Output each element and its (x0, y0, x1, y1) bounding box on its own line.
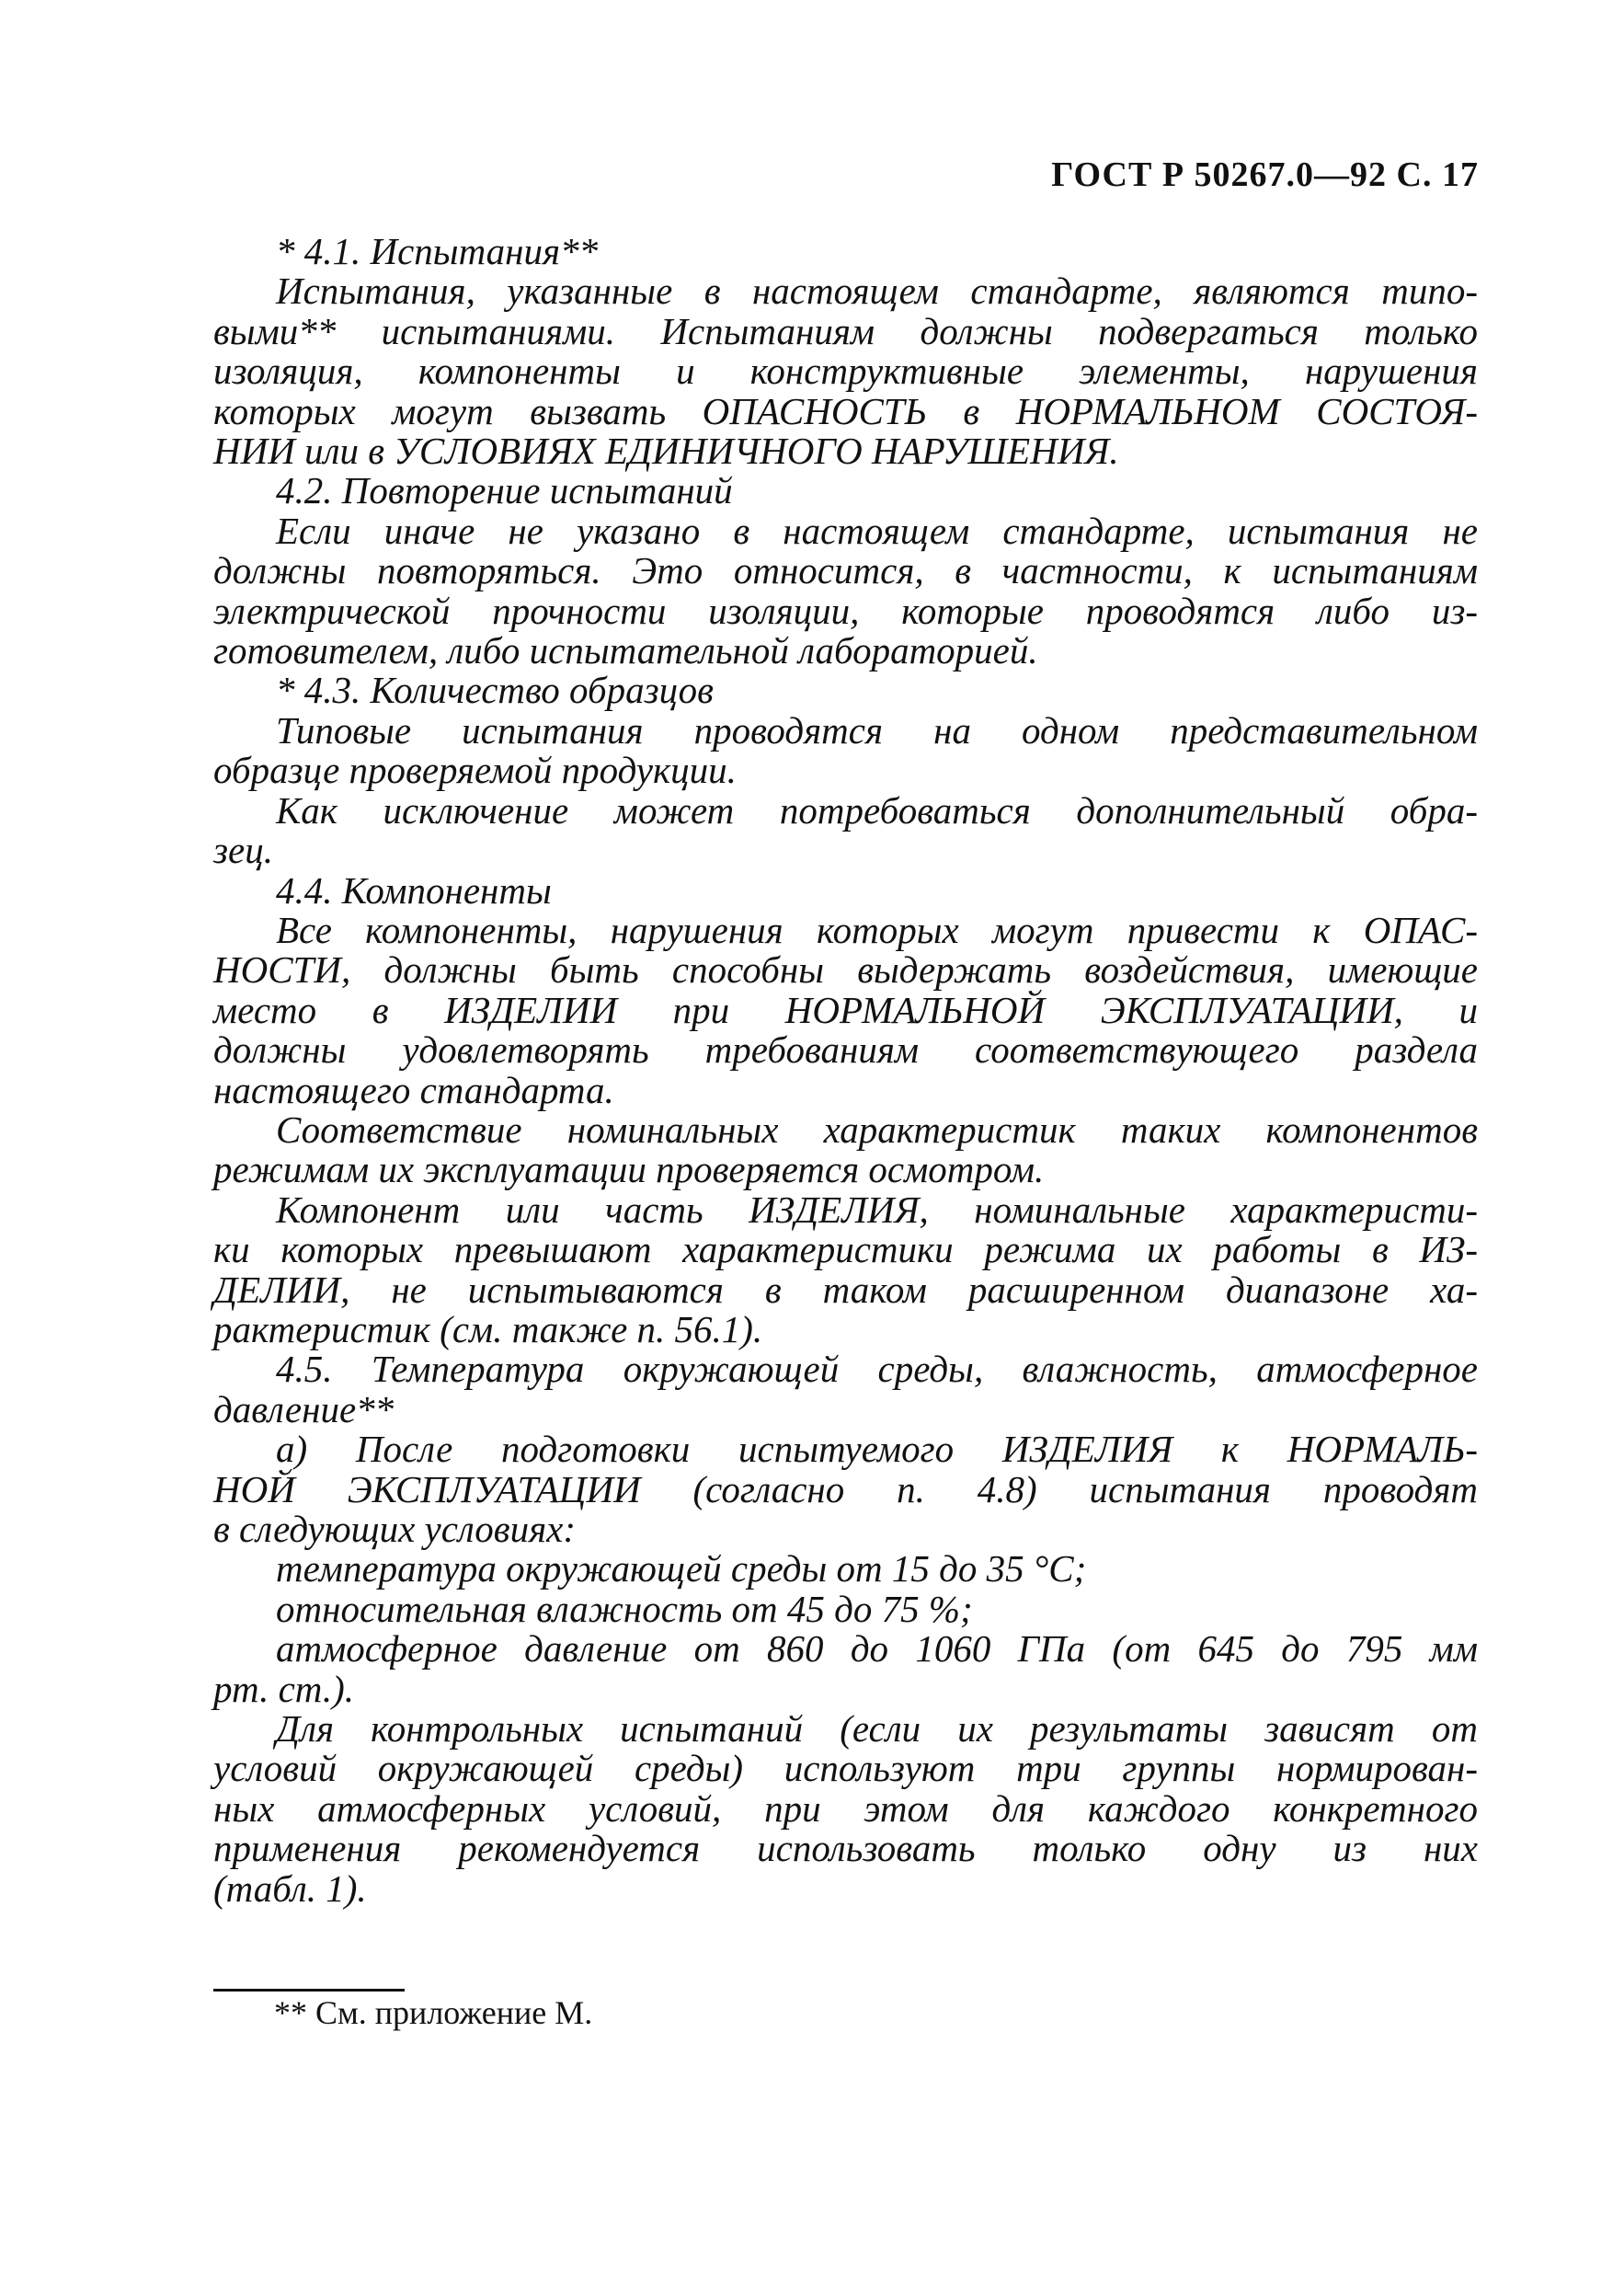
text-line: Как исключение может потребоваться дополнительный обра- (276, 788, 1478, 832)
text-line: применения рекомендуется использовать только одну из них (213, 1827, 1478, 1870)
list-item-pressure: атмосферное давление от 860 до 1060 ГПа (от 645 до 795 мм (276, 1627, 1478, 1670)
list-item-humidity: относительная влажность от 45 до 75 %; (276, 1587, 973, 1630)
text-line: которых могут вызвать ОПАСНОСТЬ в НОРМАЛЬНОМ СОСТОЯ- (213, 389, 1478, 432)
text-line: Если иначе не указано в настоящем стандарте, испытания не (276, 509, 1478, 552)
text-line: зец. (213, 829, 273, 872)
text-line: готовителем, либо испытательной лабораторией. (213, 629, 1038, 672)
text-line: должны удовлетворять требованиям соответствующего раздела (213, 1028, 1478, 1072)
text-line: место в ИЗДЕЛИИ при НОРМАЛЬНОЙ ЭКСПЛУАТАЦИИ, и (213, 988, 1478, 1031)
text-line: условий окружающей среды) используют три группы нормирован- (213, 1747, 1478, 1790)
section-heading-4-4: 4.4. Компоненты (276, 868, 552, 912)
text-line: Соответствие номинальных характеристик таких компонентов (276, 1108, 1478, 1151)
footnote-divider (213, 1989, 405, 1992)
section-heading-4-3: * 4.3. Количество образцов (276, 669, 714, 712)
text-line: (табл. 1). (213, 1866, 367, 1910)
text-line: давление** (213, 1387, 395, 1430)
text-line: ных атмосферных условий, при этом для каждого конкретного (213, 1786, 1478, 1830)
section-heading-4-5: 4.5. Температура окружающей среды, влажность, атмосферное (276, 1348, 1478, 1391)
text-line: выми** испытаниями. Испытаниям должны подвергаться только (213, 309, 1478, 352)
text-line: Все компоненты, нарушения которых могут привести к ОПАС- (276, 908, 1478, 951)
text-line: Компонент или часть ИЗДЕЛИЯ, номинальные характеристи- (276, 1188, 1478, 1231)
text-line: должны повторяться. Это относится, в частности, к испытаниям (213, 549, 1478, 592)
text-line: ки которых превышают характеристики режима их работы в ИЗ- (213, 1228, 1478, 1271)
text-line: электрической прочности изоляции, которые проводятся либо из- (213, 589, 1478, 632)
section-heading-4-1: * 4.1. Испытания** (276, 230, 599, 272)
text-line: изоляция, компоненты и конструктивные элементы, нарушения (213, 350, 1478, 393)
text-line: рт. ст.). (213, 1667, 355, 1710)
text-line: режимам их эксплуатации проверяется осмотром. (213, 1148, 1045, 1191)
document-body (213, 232, 1478, 1909)
text-line: Типовые испытания проводятся на одном представительном (276, 708, 1478, 752)
text-line: а) После подготовки испытуемого ИЗДЕЛИЯ к НОРМАЛЬ- (276, 1428, 1478, 1471)
text-line: ДЕЛИИ, не испытываются в таком расширенном диапазоне ха- (213, 1268, 1478, 1311)
text-line: образце проверяемой продукции. (213, 749, 737, 792)
text-line: НИИ или в УСЛОВИЯХ ЕДИНИЧНОГО НАРУШЕНИЯ. (213, 430, 1119, 473)
text-line: в следующих условиях: (213, 1508, 577, 1550)
text-line: НОСТИ, должны быть способны выдержать воздействия, имеющие (213, 948, 1478, 992)
section-heading-4-2: 4.2. Повторение испытаний (276, 469, 733, 512)
text-line: настоящего стандарта. (213, 1068, 614, 1111)
text-line: рактеристик (см. также п. 56.1). (213, 1307, 763, 1350)
text-line: НОЙ ЭКСПЛУАТАЦИИ (согласно п. 4.8) испытания проводят (213, 1467, 1478, 1510)
list-item-temperature: температура окружающей среды от 15 до 35 °C; (276, 1547, 1087, 1590)
text-line: Для контрольных испытаний (если их результаты зависят от (276, 1707, 1478, 1751)
footnote: ** См. приложение М. (274, 1994, 593, 2031)
page-header: ГОСТ Р 50267.0—92 С. 17 (1051, 155, 1479, 194)
text-line: Испытания, указанные в настоящем стандарте, являются типо- (276, 270, 1478, 313)
